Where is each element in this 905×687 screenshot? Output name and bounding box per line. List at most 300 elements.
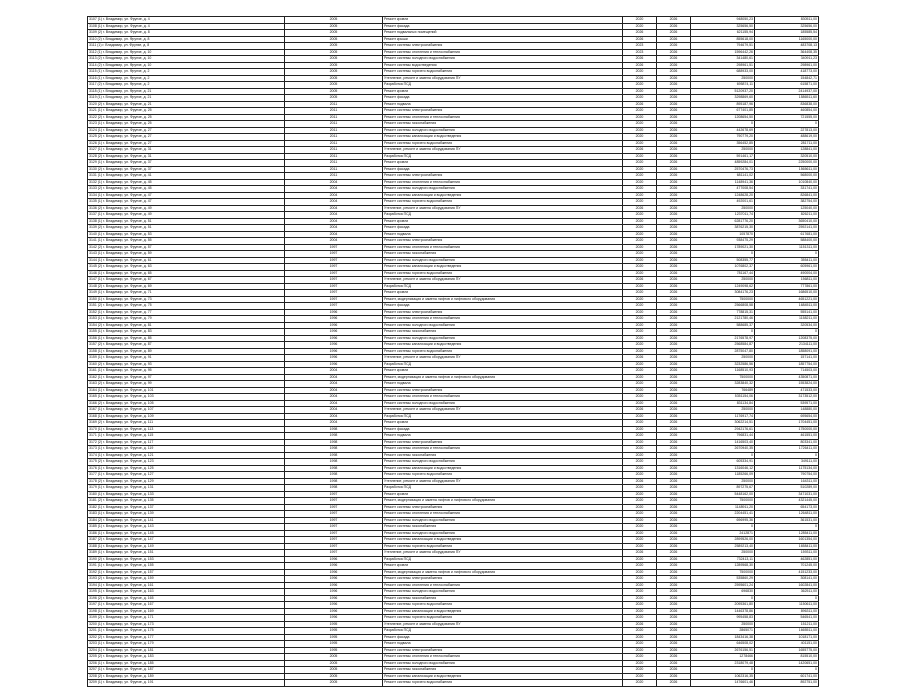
end-year-cell: 2026 — [657, 257, 691, 264]
funded-cell: 826211,00 — [755, 212, 819, 219]
funded-cell: 1857754,00 — [755, 361, 819, 368]
cost-cell: 2412871 — [691, 530, 755, 537]
funded-cell: 1858091,00 — [755, 348, 819, 355]
start-year-cell: 2023 — [623, 49, 657, 56]
work-type-cell: Ремонт системы горячего водоснабжения — [383, 543, 623, 550]
cost-cell: 0 — [691, 595, 755, 602]
address-cell: 3116 (1) г. Владимир, ул. Фрунзе, д. 2 — [88, 75, 285, 82]
work-type-cell: Ремонт кровли — [383, 563, 623, 570]
funded-cell: 320534,00 — [755, 322, 819, 329]
start-year-cell: 2020 — [623, 582, 657, 589]
funded-cell: 471533,00 — [755, 387, 819, 394]
build-year-cell: 2004 — [285, 218, 383, 225]
address-cell: 3134 (1) г. Владимир, ул. Фрунзе, д. 47 — [88, 192, 285, 199]
end-year-cell: 2026 — [657, 69, 691, 76]
end-year-cell: 2026 — [657, 407, 691, 414]
address-cell: 3135 (1) г. Владимир, ул. Фрунзе, д. 47 — [88, 199, 285, 206]
cost-cell: 325656,50 — [691, 23, 755, 30]
end-year-cell: 2026 — [657, 446, 691, 453]
address-cell: 3163 (2) г. Владимир, ул. Фрунзе, д. 99 — [88, 381, 285, 388]
funded-cell: 3650410,00 — [755, 218, 819, 225]
start-year-cell: 2026 — [623, 36, 657, 43]
start-year-cell: 2020 — [623, 179, 657, 186]
start-year-cell: 2020 — [623, 238, 657, 245]
build-year-cell: 1996 — [285, 556, 383, 563]
build-year-cell: 1995 — [285, 647, 383, 654]
funded-cell: 227813,00 — [755, 127, 819, 134]
work-type-cell: Разработка ПСД — [383, 82, 623, 89]
spreadsheet-sheet — [87, 16, 818, 687]
cost-cell: 897275,67 — [691, 485, 755, 492]
work-type-cell: Ремонт системы горячего водоснабжения — [383, 680, 623, 687]
address-cell: 3145 (2) г. Владимир, ул. Фрунзе, д. 63 — [88, 264, 285, 271]
start-year-cell: 2026 — [623, 205, 657, 212]
work-type-cell: Ремонт системы холодного водоснабжения — [383, 459, 623, 466]
start-year-cell: 2020 — [623, 335, 657, 342]
work-type-cell: Ремонт системы холодного водоснабжения — [383, 589, 623, 596]
start-year-cell: 2020 — [623, 264, 657, 271]
start-year-cell: 2020 — [623, 244, 657, 251]
cost-cell: 3298869,60 — [691, 95, 755, 102]
address-cell: 3170 (1) г. Владимир, ул. Фрунзе, д. 113 — [88, 426, 285, 433]
address-cell: 3146 (1) г. Владимир, ул. Фрунзе, д. 65 — [88, 270, 285, 277]
start-year-cell: 2020 — [623, 322, 657, 329]
address-cell: 3127 (1) г. Владимир, ул. Фрунзе, д. 31 — [88, 147, 285, 154]
end-year-cell: 2026 — [657, 238, 691, 245]
work-type-cell: Ремонт системы горячего водоснабжения — [383, 270, 623, 277]
start-year-cell: 2020 — [623, 309, 657, 316]
build-year-cell: 2004 — [285, 420, 383, 427]
work-type-cell: Разработка ПСД — [383, 485, 623, 492]
end-year-cell: 2026 — [657, 82, 691, 89]
start-year-cell: 2020 — [623, 485, 657, 492]
build-year-cell: 1998 — [285, 426, 383, 433]
address-cell: 3149 (1) г. Владимир, ул. Фрунзе, д. 71 — [88, 290, 285, 297]
cost-cell: 250000 — [691, 478, 755, 485]
work-type-cell: Ремонт системы отопления и теплоснабжения — [383, 582, 623, 589]
cost-cell: 7500000 — [691, 569, 755, 576]
address-cell: 3113 (2) г. Владимир, ул. Фрунзе, д. 10 — [88, 56, 285, 63]
build-year-cell: 1997 — [285, 491, 383, 498]
cost-cell: 1062316,35 — [691, 673, 755, 680]
end-year-cell: 2026 — [657, 400, 691, 407]
address-cell: 3126 (1) г. Владимир, ул. Фрунзе, д. 27 — [88, 140, 285, 147]
end-year-cell: 2026 — [657, 335, 691, 342]
end-year-cell: 2026 — [657, 348, 691, 355]
cost-cell: 1248628,20 — [691, 192, 755, 199]
cost-cell: 588685,37 — [691, 322, 755, 329]
funded-cell: 830511,00 — [755, 17, 819, 24]
address-cell: 3204 (1) г. Владимир, ул. Фрунзе, д. 181 — [88, 647, 285, 654]
end-year-cell: 2026 — [657, 309, 691, 316]
build-year-cell: 1996 — [285, 576, 383, 583]
funded-cell: 0 — [755, 524, 819, 531]
end-year-cell: 2026 — [657, 114, 691, 121]
start-year-cell: 2020 — [623, 641, 657, 648]
cost-cell: 535860,29 — [691, 576, 755, 583]
cost-cell: 2570476,73 — [691, 166, 755, 173]
address-cell: 3159 (1) г. Владимир, ул. Фрунзе, д. 91 — [88, 355, 285, 362]
cost-cell: 3062214,51 — [691, 420, 755, 427]
start-year-cell: 2020 — [623, 504, 657, 511]
end-year-cell: 2026 — [657, 504, 691, 511]
end-year-cell: 2026 — [657, 101, 691, 108]
cost-cell: 2318079,48 — [691, 660, 755, 667]
address-cell: 3132 (1) г. Владимир, ул. Фрунзе, д. 45 — [88, 179, 285, 186]
work-type-cell: Ремонт системы отопления и теплоснабжения — [383, 49, 623, 56]
end-year-cell: 2026 — [657, 303, 691, 310]
cost-cell: 5351154,06 — [691, 394, 755, 401]
funded-cell: 461551,00 — [755, 433, 819, 440]
address-cell: 3128 (2) г. Владимир, ул. Фрунзе, д. 31 — [88, 153, 285, 160]
address-cell: 3198 (1) г. Владимир, ул. Фрунзе, д. 169 — [88, 608, 285, 615]
funded-cell: 617681,00 — [755, 231, 819, 238]
work-type-cell: Ремонт подвала — [383, 101, 623, 108]
cost-cell: 2095361,80 — [691, 602, 755, 609]
end-year-cell: 2026 — [657, 173, 691, 180]
funded-cell: 1601354,00 — [755, 537, 819, 544]
address-cell: 3200 (1) г. Владимир, ул. Фрунзе, д. 173 — [88, 621, 285, 628]
address-cell: 3151 (2) г. Владимир, ул. Фрунзе, д. 75 — [88, 303, 285, 310]
cost-cell: 0 — [691, 524, 755, 531]
cost-cell: 995458,83 — [691, 615, 755, 622]
end-year-cell: 2026 — [657, 595, 691, 602]
start-year-cell: 2020 — [623, 654, 657, 661]
end-year-cell: 2026 — [657, 160, 691, 167]
work-type-cell: Ремонт системы отопления и теплоснабжения — [383, 179, 623, 186]
work-type-cell: Ремонт кровли — [383, 290, 623, 297]
funded-cell: 0 — [755, 251, 819, 258]
address-cell: 3206 (1) г. Владимир, ул. Фрунзе, д. 185 — [88, 660, 285, 667]
start-year-cell: 2020 — [623, 296, 657, 303]
cost-cell: 1237011,74 — [691, 212, 755, 219]
cost-cell: 732413,11 — [691, 556, 755, 563]
build-year-cell: 1998 — [285, 472, 383, 479]
cost-cell: 250000 — [691, 621, 755, 628]
build-year-cell: 1996 — [285, 329, 383, 336]
funded-cell: 1726411,00 — [755, 446, 819, 453]
cost-cell: 7500000 — [691, 296, 755, 303]
build-year-cell: 1997 — [285, 290, 383, 297]
work-type-cell: Ремонт крыши — [383, 36, 623, 43]
end-year-cell: 2026 — [657, 680, 691, 687]
start-year-cell: 2020 — [623, 413, 657, 420]
funded-cell: 546541,00 — [755, 615, 819, 622]
end-year-cell: 2026 — [657, 433, 691, 440]
work-type-cell: Ремонт системы горячего водоснабжения — [383, 472, 623, 479]
address-cell: 3123 (1) г. Владимир, ул. Фрунзе, д. 25 — [88, 121, 285, 128]
start-year-cell: 2023 — [623, 43, 657, 50]
address-cell: 3147 (1) г. Владимир, ул. Фрунзе, д. 67 — [88, 277, 285, 284]
end-year-cell: 2026 — [657, 355, 691, 362]
end-year-cell: 2026 — [657, 569, 691, 576]
end-year-cell: 2026 — [657, 576, 691, 583]
work-type-cell: Разработка ПСД — [383, 361, 623, 368]
end-year-cell: 2026 — [657, 140, 691, 147]
start-year-cell: 2020 — [623, 569, 657, 576]
address-cell: 3153 (1) г. Владимир, ул. Фрунзе, д. 79 — [88, 316, 285, 323]
build-year-cell: 1997 — [285, 498, 383, 505]
address-cell: 3167 (1) г. Владимир, ул. Фрунзе, д. 107 — [88, 407, 285, 414]
build-year-cell: 2005 — [285, 95, 383, 102]
work-type-cell: Ремонт системы газоснабжения — [383, 329, 623, 336]
address-cell: 3119 (1) г. Владимир, ул. Фрунзе, д. 21 — [88, 95, 285, 102]
start-year-cell: 2020 — [623, 439, 657, 446]
work-type-cell: Ремонт системы отопления и теплоснабжения — [383, 394, 623, 401]
work-type-cell: Ремонт системы электроснабжения — [383, 173, 623, 180]
address-cell: 3207 (1) г. Владимир, ул. Фрунзе, д. 187 — [88, 667, 285, 674]
work-type-cell: Ремонт, модернизация и замена лифтов и лифтового оборудования — [383, 296, 623, 303]
funded-cell: 4651221,00 — [755, 296, 819, 303]
funded-cell: 364408,35 — [755, 49, 819, 56]
cost-cell: 492001,61 — [691, 199, 755, 206]
work-type-cell: Утепление, ремонт и замена оборудования ПУ — [383, 277, 623, 284]
work-type-cell: Ремонт системы горячего водоснабжения — [383, 615, 623, 622]
address-cell: 3185 (1) г. Владимир, ул. Фрунзе, д. 143 — [88, 524, 285, 531]
address-cell: 3201 (1) г. Владимир, ул. Фрунзе, д. 175 — [88, 628, 285, 635]
funded-cell: 721555,00 — [755, 114, 819, 121]
funded-cell: 320510,00 — [755, 153, 819, 160]
address-cell: 3125 (2) г. Владимир, ул. Фрунзе, д. 27 — [88, 134, 285, 141]
cost-cell: 1289568,30 — [691, 563, 755, 570]
work-type-cell: Ремонт фасада — [383, 23, 623, 30]
cost-cell: 2899526,00 — [691, 537, 755, 544]
start-year-cell: 2020 — [623, 602, 657, 609]
build-year-cell: 1998 — [285, 433, 383, 440]
cost-cell: 2942176,61 — [691, 426, 755, 433]
cost-cell: 1185266,09 — [691, 472, 755, 479]
funded-cell: 539571,00 — [755, 400, 819, 407]
address-cell: 3171 (1) г. Владимир, ул. Фрунзе, д. 115 — [88, 433, 285, 440]
cost-cell: 298961,51 — [691, 62, 755, 69]
end-year-cell: 2026 — [657, 647, 691, 654]
end-year-cell: 2026 — [657, 264, 691, 271]
work-type-cell: Ремонт системы отопления и теплоснабжения — [383, 244, 623, 251]
address-cell: 3112 (1) г. Владимир, ул. Фрунзе, д. 10 — [88, 49, 285, 56]
start-year-cell: 2020 — [623, 394, 657, 401]
start-year-cell: 2020 — [623, 524, 657, 531]
start-year-cell: 2020 — [623, 82, 657, 89]
work-type-cell: Ремонт системы газоснабжения — [383, 121, 623, 128]
cost-cell: 3084176,23 — [691, 290, 755, 297]
funded-cell: 0 — [755, 595, 819, 602]
build-year-cell: 1996 — [285, 316, 383, 323]
build-year-cell: 2011 — [285, 160, 383, 167]
funded-cell: 382754,00 — [755, 199, 819, 206]
cost-cell: 948050,23 — [691, 17, 755, 24]
work-type-cell: Ремонт системы канализации и водоотведения — [383, 192, 623, 199]
end-year-cell: 2026 — [657, 23, 691, 30]
start-year-cell: 2020 — [623, 290, 657, 297]
cost-cell: 341480,61 — [691, 56, 755, 63]
address-cell: 3172 (2) г. Владимир, ул. Фрунзе, д. 117 — [88, 439, 285, 446]
funded-cell: 654173,00 — [755, 504, 819, 511]
address-cell: 3162 (1) г. Владимир, ул. Фрунзе, д. 97 — [88, 374, 285, 381]
build-year-cell: 2004 — [285, 225, 383, 232]
address-cell: 3177 (1) г. Владимир, ул. Фрунзе, д. 127 — [88, 472, 285, 479]
address-cell: 3118 (1) г. Владимир, ул. Фрунзе, д. 21 — [88, 88, 285, 95]
start-year-cell: 2020 — [623, 108, 657, 115]
cost-cell: 1168510,93 — [691, 368, 755, 375]
start-year-cell: 2020 — [623, 465, 657, 472]
start-year-cell: 2020 — [623, 556, 657, 563]
start-year-cell: 2020 — [623, 660, 657, 667]
start-year-cell: 2020 — [623, 166, 657, 173]
build-year-cell: 2011 — [285, 108, 383, 115]
end-year-cell: 2026 — [657, 608, 691, 615]
build-year-cell: 1997 — [285, 270, 383, 277]
build-year-cell: 2004 — [285, 400, 383, 407]
end-year-cell: 2026 — [657, 615, 691, 622]
work-type-cell: Ремонт кровли — [383, 88, 623, 95]
build-year-cell: 1997 — [285, 504, 383, 511]
address-cell: 3114 (2) г. Владимир, ул. Фрунзе, д. 10 — [88, 62, 285, 69]
funded-cell: 156811,00 — [755, 277, 819, 284]
funded-cell: 1264811,00 — [755, 511, 819, 518]
work-type-cell: Ремонт системы канализации и водоотведения — [383, 608, 623, 615]
build-year-cell: 1997 — [285, 537, 383, 544]
start-year-cell: 2020 — [623, 576, 657, 583]
start-year-cell: 2020 — [623, 628, 657, 635]
address-cell: 3141 (1) г. Владимир, ул. Фрунзе, д. 55 — [88, 238, 285, 245]
work-type-cell: Утепление, ремонт и замена оборудования ПУ — [383, 75, 623, 82]
build-year-cell: 2004 — [285, 179, 383, 186]
work-type-cell: Ремонт системы электроснабжения — [383, 439, 623, 446]
work-type-cell: Ремонт системы отопления и теплоснабжения — [383, 446, 623, 453]
start-year-cell: 2020 — [623, 361, 657, 368]
cost-cell: 0 — [691, 251, 755, 258]
address-cell: 3152 (1) г. Владимир, ул. Фрунзе, д. 77 — [88, 309, 285, 316]
start-year-cell: 2020 — [623, 511, 657, 518]
address-cell: 3174 (1) г. Владимир, ул. Фрунзе, д. 121 — [88, 452, 285, 459]
start-year-cell: 2020 — [623, 199, 657, 206]
build-year-cell: 2005 — [285, 43, 383, 50]
cost-cell: 442678,69 — [691, 127, 755, 134]
address-cell: 3168 (1) г. Владимир, ул. Фрунзе, д. 109 — [88, 413, 285, 420]
work-type-cell: Ремонт системы отопления и теплоснабжения — [383, 511, 623, 518]
work-type-cell: Ремонт системы электроснабжения — [383, 387, 623, 394]
work-type-cell: Ремонт системы холодного водоснабжения — [383, 257, 623, 264]
address-cell: 3193 (2) г. Владимир, ул. Фрунзе, д. 159 — [88, 576, 285, 583]
cost-cell: 794679,51 — [691, 43, 755, 50]
build-year-cell: 2005 — [285, 88, 383, 95]
end-year-cell: 2026 — [657, 30, 691, 37]
build-year-cell: 1997 — [285, 251, 383, 258]
cost-cell: 1057870 — [691, 231, 755, 238]
build-year-cell: 2004 — [285, 374, 383, 381]
address-cell: 3181 (2) г. Владимир, ул. Фрунзе, д. 135 — [88, 498, 285, 505]
end-year-cell: 2026 — [657, 374, 691, 381]
cost-cell: 1316046,12 — [691, 465, 755, 472]
start-year-cell: 2020 — [623, 459, 657, 466]
address-cell: 3187 (2) г. Владимир, ул. Фрунзе, д. 147 — [88, 537, 285, 544]
end-year-cell: 2026 — [657, 283, 691, 290]
funded-cell: 355411,00 — [755, 257, 819, 264]
build-year-cell: 1997 — [285, 543, 383, 550]
end-year-cell: 2026 — [657, 426, 691, 433]
build-year-cell: 2004 — [285, 192, 383, 199]
cost-cell: 2204451,41 — [691, 511, 755, 518]
funded-cell: 1565611,00 — [755, 166, 819, 173]
start-year-cell: 2020 — [623, 251, 657, 258]
build-year-cell: 1996 — [285, 602, 383, 609]
build-year-cell: 2005 — [285, 75, 383, 82]
start-year-cell: 2026 — [623, 75, 657, 82]
work-type-cell: Ремонт системы отопления и теплоснабжения — [383, 316, 623, 323]
cost-cell: 696830 — [691, 589, 755, 596]
build-year-cell: 1998 — [285, 478, 383, 485]
funded-cell: 1010840,00 — [755, 179, 819, 186]
funded-cell: 555141,00 — [755, 309, 819, 316]
start-year-cell: 2026 — [623, 407, 657, 414]
funded-cell: 896311,00 — [755, 608, 819, 615]
cost-cell: 2568584,87 — [691, 342, 755, 349]
end-year-cell: 2026 — [657, 316, 691, 323]
start-year-cell: 2020 — [623, 517, 657, 524]
end-year-cell: 2026 — [657, 641, 691, 648]
address-cell: 3189 (1) г. Владимир, ул. Фрунзе, д. 151 — [88, 550, 285, 557]
start-year-cell: 2020 — [623, 368, 657, 375]
cost-cell: 2670940,35 — [691, 446, 755, 453]
work-type-cell: Ремонт подвала — [383, 433, 623, 440]
end-year-cell: 2026 — [657, 673, 691, 680]
repair-plan-table — [87, 16, 819, 687]
work-type-cell: Ремонт системы электроснабжения — [383, 576, 623, 583]
address-cell: 3179 (1) г. Владимир, ул. Фрунзе, д. 131 — [88, 485, 285, 492]
start-year-cell: 2020 — [623, 667, 657, 674]
work-type-cell: Утепление, ремонт и замена оборудования ПУ — [383, 478, 623, 485]
build-year-cell: 1998 — [285, 452, 383, 459]
end-year-cell: 2026 — [657, 121, 691, 128]
funded-cell: 488619,00 — [755, 134, 819, 141]
end-year-cell: 2026 — [657, 550, 691, 557]
build-year-cell: 1996 — [285, 569, 383, 576]
start-year-cell: 2020 — [623, 400, 657, 407]
end-year-cell: 2026 — [657, 413, 691, 420]
work-type-cell: Ремонт системы холодного водоснабжения — [383, 660, 623, 667]
funded-cell: 1150611,00 — [755, 602, 819, 609]
build-year-cell: 2011 — [285, 101, 383, 108]
funded-cell: 790754,00 — [755, 472, 819, 479]
cost-cell: 895187,96 — [691, 101, 755, 108]
start-year-cell: 2026 — [623, 478, 657, 485]
work-type-cell: Ремонт кровли — [383, 218, 623, 225]
work-type-cell: Ремонт системы газоснабжения — [383, 595, 623, 602]
end-year-cell: 2026 — [657, 43, 691, 50]
address-cell: 3108 (1) г. Владимир, ул. Фрунзе, д. 4 — [88, 23, 285, 30]
end-year-cell: 2026 — [657, 296, 691, 303]
build-year-cell: 1998 — [285, 459, 383, 466]
address-cell: 3209 (1) г. Владимир, ул. Фрунзе, д. 191 — [88, 680, 285, 687]
end-year-cell: 2026 — [657, 108, 691, 115]
start-year-cell: 2020 — [623, 114, 657, 121]
work-type-cell: Ремонт фасада — [383, 95, 623, 102]
cost-cell: 1843416,38 — [691, 634, 755, 641]
build-year-cell: 2004 — [285, 186, 383, 193]
build-year-cell: 2005 — [285, 30, 383, 37]
address-cell: 3197 (1) г. Владимир, ул. Фрунзе, д. 167 — [88, 602, 285, 609]
end-year-cell: 2026 — [657, 218, 691, 225]
build-year-cell: 2004 — [285, 212, 383, 219]
end-year-cell: 2026 — [657, 524, 691, 531]
work-type-cell: Ремонт системы горячего водоснабжения — [383, 140, 623, 147]
start-year-cell: 2020 — [623, 647, 657, 654]
build-year-cell: 2004 — [285, 381, 383, 388]
start-year-cell: 2020 — [623, 381, 657, 388]
funded-cell: 1658411,00 — [755, 543, 819, 550]
end-year-cell: 2026 — [657, 387, 691, 394]
build-year-cell: 1997 — [285, 303, 383, 310]
